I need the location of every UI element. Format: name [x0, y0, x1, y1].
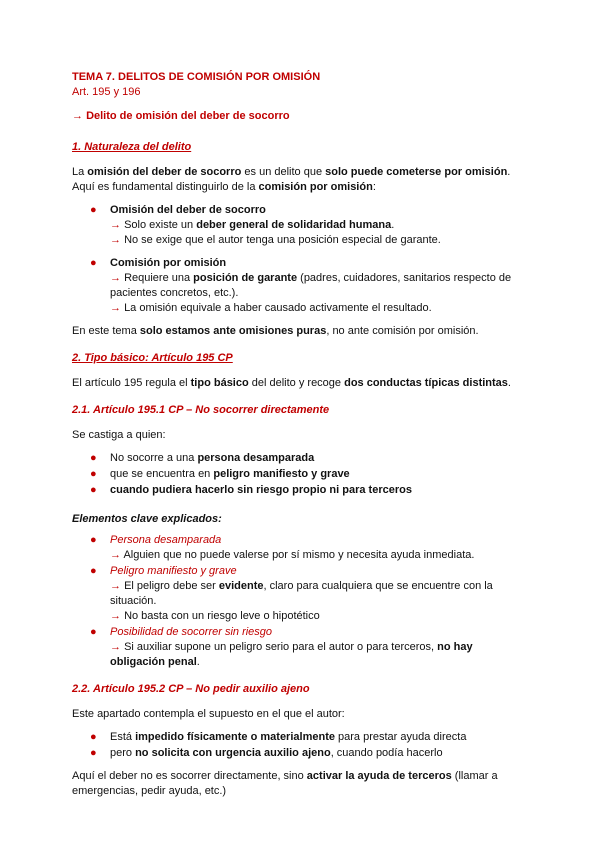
section-2-heading: 2. Tipo básico: Artículo 195 CP — [72, 352, 233, 364]
key-elements-list — [72, 533, 527, 670]
section-2-intro: El artículo 195 regula el tipo básico del delito y recoge dos conductas típicas distintas. — [72, 377, 511, 389]
list-item: ● Omisión del deber de socorro → Solo existe un deber general de solidaridad humana. → No se exige que el autor tenga una posición especial de garante. — [90, 204, 441, 246]
bullet-icon: ● — [90, 747, 97, 759]
section-2-1-heading: 2.1. Artículo 195.1 CP – No socorrer directamente — [72, 404, 330, 416]
list-item: ● Peligro manifiesto y grave → El peligro debe ser evidente, claro para cualquiera que se encuentre con la situación. → No basta con un riesgo leve o hipotético — [90, 565, 493, 622]
list-item: ● Persona desamparada → Alguien que no puede valerse por sí mismo y necesita ayuda inmediata. — [90, 534, 475, 561]
arrow-icon: → — [110, 272, 121, 284]
bullet-icon: ● — [90, 534, 97, 546]
section-1-list — [72, 203, 527, 316]
key-elements-heading: Elementos clave explicados: — [72, 513, 222, 525]
bullet-icon: ● — [90, 468, 97, 480]
section-1-outro: En este tema solo estamos ante omisiones puras, no ante comisión por omisión. — [72, 325, 479, 337]
section-1-intro: La omisión del deber de socorro es un delito que solo puede cometerse por omisión. Aquí es fundamental distinguirlo de la comisión por omisión: — [72, 166, 511, 193]
bullet-icon: ● — [90, 484, 97, 496]
articles-ref: Art. 195 y 196 — [72, 86, 141, 98]
section-2-2-list — [72, 730, 527, 761]
section-2-2-outro: Aquí el deber no es socorrer directamente, sino activar la ayuda de terceros (llamar a emergencias, pedir ayuda, etc.) — [72, 770, 498, 797]
bullet-icon: ● — [90, 204, 97, 216]
document-title: TEMA 7. DELITOS DE COMISIÓN POR OMISIÓN — [72, 71, 321, 83]
list-item: ● cuando pudiera hacerlo sin riesgo propio ni para terceros — [90, 484, 412, 496]
arrow-icon: → — [110, 219, 121, 231]
section-2-1-intro: Se castiga a quien: — [72, 429, 166, 441]
arrow-icon: → — [110, 302, 121, 314]
section-2-2-intro: Este apartado contempla el supuesto en el que el autor: — [72, 708, 345, 720]
main-heading: → Delito de omisión del deber de socorro — [72, 110, 290, 122]
list-item: ● No socorre a una persona desamparada — [90, 452, 315, 464]
list-item: ● que se encuentra en peligro manifiesto y grave — [90, 468, 350, 480]
document-body — [72, 70, 527, 807]
arrow-icon: → — [110, 234, 121, 246]
bullet-icon: ● — [90, 626, 97, 638]
arrow-icon: → — [110, 610, 121, 622]
list-item: ● Está impedido físicamente o materialmente para prestar ayuda directa — [90, 731, 467, 743]
arrow-icon: → — [110, 641, 121, 653]
bullet-icon: ● — [90, 452, 97, 464]
section-2-1-list — [72, 451, 527, 498]
bullet-icon: ● — [90, 257, 97, 269]
arrow-icon: → — [110, 580, 121, 592]
section-2-2-heading: 2.2. Artículo 195.2 CP – No pedir auxilio ajeno — [72, 683, 310, 695]
list-item: ● Posibilidad de socorrer sin riesgo → Si auxiliar supone un peligro serio para el autor o para terceros, no hay obligación penal. — [90, 626, 473, 668]
bullet-icon: ● — [90, 565, 97, 577]
arrow-icon: → — [72, 110, 83, 122]
list-item: ● pero no solicita con urgencia auxilio ajeno, cuando podía hacerlo — [90, 747, 443, 759]
section-1-heading: 1. Naturaleza del delito — [72, 141, 192, 153]
list-item: ● Comisión por omisión → Requiere una posición de garante (padres, cuidadores, sanitarios respecto de pacientes concretos, etc.). → La omisión equivale a haber causado activamente el resultado. — [90, 257, 512, 314]
bullet-icon: ● — [90, 731, 97, 743]
arrow-icon: → — [110, 549, 121, 561]
